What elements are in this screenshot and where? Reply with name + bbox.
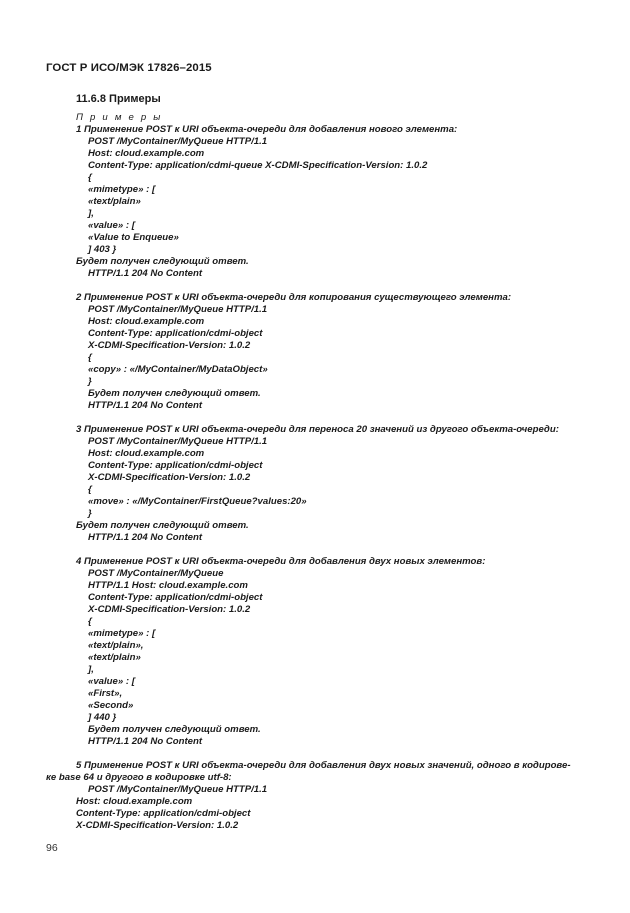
code-line: Host: cloud.example.com	[88, 316, 205, 327]
code-line: «value» : [	[88, 676, 135, 687]
code-line: «value» : [	[88, 220, 135, 231]
code-line: «mimetype» : [	[88, 628, 156, 639]
code-line: }	[88, 508, 92, 519]
example-heading: 2 Применение POST к URI объекта-очереди для копирования существующего элемента:	[76, 292, 512, 303]
code-line: Host: cloud.example.com	[76, 796, 193, 807]
code-line: «copy» : «/MyContainer/MyDataObject»	[88, 364, 268, 375]
section-title: 11.6.8 Примеры	[76, 93, 161, 105]
code-line: {	[88, 484, 92, 495]
code-line: X-CDMI-Specification-Version: 1.0.2	[88, 472, 251, 483]
response-note: Будет получен следующий ответ.	[88, 388, 261, 399]
code-line: {	[88, 172, 92, 183]
example-heading: 5 Применение POST к URI объекта-очереди для добавления двух новых значений, одного в кодирове-	[76, 760, 571, 771]
code-line: «text/plain»	[88, 196, 141, 207]
code-line: ],	[88, 208, 94, 219]
code-line: Content-Type: application/cdmi-object	[88, 328, 263, 339]
response-note: Будет получен следующий ответ.	[76, 256, 249, 267]
code-line: POST /MyContainer/MyQueue HTTP/1.1	[88, 784, 268, 795]
page-header: ГОСТ Р ИСО/МЭК 17826–2015	[46, 62, 212, 74]
code-line: HTTP/1.1 204 No Content	[88, 532, 203, 543]
code-line: Content-Type: application/cdmi-queue X-CDMI-Specification-Version: 1.0.2	[88, 160, 428, 171]
code-line: «text/plain»,	[88, 640, 144, 651]
code-line: «Value to Enqueue»	[88, 232, 179, 243]
code-line: «First»,	[88, 688, 123, 699]
code-line: Content-Type: application/cdmi-object	[88, 592, 263, 603]
code-line: POST /MyContainer/MyQueue HTTP/1.1	[88, 436, 268, 447]
code-line: «text/plain»	[88, 652, 141, 663]
code-line: }	[88, 376, 92, 387]
code-line: POST /MyContainer/MyQueue HTTP/1.1	[88, 304, 268, 315]
code-line: «mimetype» : [	[88, 184, 156, 195]
code-line: HTTP/1.1 204 No Content	[88, 400, 203, 411]
code-line: {	[88, 616, 92, 627]
code-line: X-CDMI-Specification-Version: 1.0.2	[76, 820, 239, 831]
code-line: {	[88, 352, 92, 363]
example-heading: 4 Применение POST к URI объекта-очереди для добавления двух новых элементов:	[76, 556, 486, 567]
code-line: HTTP/1.1 204 No Content	[88, 268, 203, 279]
code-line: Content-Type: application/cdmi-object	[88, 460, 263, 471]
page-number: 96	[46, 842, 58, 854]
code-line: «Second»	[88, 700, 134, 711]
code-line: «move» : «/MyContainer/FirstQueue?values:20»	[88, 496, 307, 507]
code-line: ] 440 }	[88, 712, 117, 723]
code-line: Host: cloud.example.com	[88, 448, 205, 459]
code-line: ] 403 }	[88, 244, 117, 255]
code-line: HTTP/1.1 204 No Content	[88, 736, 203, 747]
code-line: Host: cloud.example.com	[88, 148, 205, 159]
example-heading-continued: ке base 64 и другого в кодировке utf-8:	[46, 772, 232, 783]
examples-label: П р и м е р ы	[76, 112, 163, 123]
code-line: POST /MyContainer/MyQueue	[88, 568, 224, 579]
example-heading: 1 Применение POST к URI объекта-очереди для добавления нового элемента:	[76, 124, 458, 135]
code-line: HTTP/1.1 Host: cloud.example.com	[88, 580, 248, 591]
code-line: X-CDMI-Specification-Version: 1.0.2	[88, 604, 251, 615]
code-line: Content-Type: application/cdmi-object	[76, 808, 251, 819]
example-heading: 3 Применение POST к URI объекта-очереди для переноса 20 значений из другого объекта-очереди:	[76, 424, 559, 435]
response-note: Будет получен следующий ответ.	[76, 520, 249, 531]
code-line: POST /MyContainer/MyQueue HTTP/1.1	[88, 136, 268, 147]
code-line: ],	[88, 664, 94, 675]
response-note: Будет получен следующий ответ.	[88, 724, 261, 735]
code-line: X-CDMI-Specification-Version: 1.0.2	[88, 340, 251, 351]
